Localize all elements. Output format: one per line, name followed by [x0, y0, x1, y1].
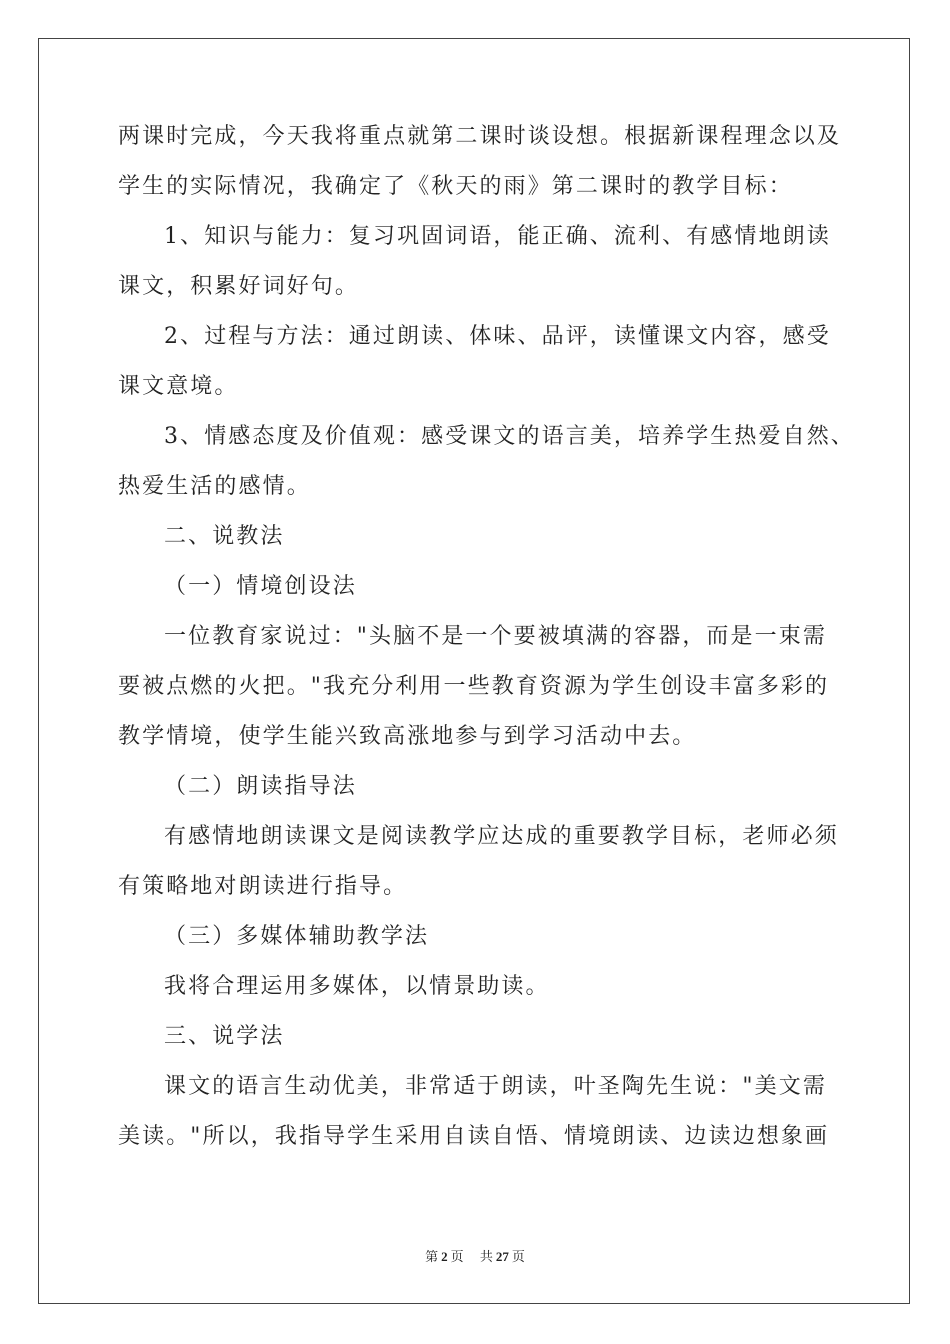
total-indicator	[477, 1250, 528, 1265]
section-heading: 二、说教法	[164, 524, 285, 549]
text-line: 教学情境，使学生能兴致高涨地参与到学习活动中去。	[118, 724, 697, 749]
text-line: 一位教育家说过："头脑不是一个要被填满的容器，而是一束需	[164, 624, 827, 649]
total-pages: 27	[495, 1249, 509, 1264]
subsection-heading: （二）朗读指导法	[164, 774, 357, 799]
text-line: 学生的实际情况，我确定了《秋天的雨》第二课时的教学目标：	[118, 174, 793, 199]
page-footer	[0, 1246, 950, 1265]
total-prefix: 共	[479, 1250, 493, 1265]
page-number: 2	[441, 1249, 448, 1264]
section-heading: 三、说学法	[164, 1024, 285, 1049]
page-indicator	[422, 1250, 467, 1265]
text-line: 课文意境。	[118, 374, 239, 399]
subsection-heading: （三）多媒体辅助教学法	[164, 924, 430, 949]
text-line: 3、情感态度及价值观：感受课文的语言美，培养学生热爱自然、	[164, 424, 855, 449]
text-line: 两课时完成，今天我将重点就第二课时谈设想。根据新课程理念以及	[118, 124, 842, 149]
total-suffix: 页	[511, 1250, 525, 1265]
text-line: 1、知识与能力：复习巩固词语，能正确、流利、有感情地朗读	[164, 224, 831, 249]
text-line: 有策略地对朗读进行指导。	[118, 874, 408, 899]
page-prefix: 第	[425, 1250, 439, 1265]
text-line: 热爱生活的感情。	[118, 474, 311, 499]
text-line: 课文，积累好词好句。	[118, 274, 360, 299]
text-line: 要被点燃的火把。"我充分利用一些教育资源为学生创设丰富多彩的	[118, 674, 830, 699]
text-line: 我将合理运用多媒体，以情景助读。	[164, 974, 550, 999]
text-line: 美读。"所以，我指导学生采用自读自悟、情境朗读、边读边想象画	[118, 1124, 830, 1149]
subsection-heading: （一）情境创设法	[164, 574, 357, 599]
text-line: 2、过程与方法：通过朗读、体味、品评，读懂课文内容，感受	[164, 324, 831, 349]
text-line: 有感情地朗读课文是阅读教学应达成的重要教学目标，老师必须	[164, 824, 839, 849]
page-suffix: 页	[450, 1250, 464, 1265]
text-line: 课文的语言生动优美，非常适于朗读，叶圣陶先生说："美文需	[164, 1074, 827, 1099]
